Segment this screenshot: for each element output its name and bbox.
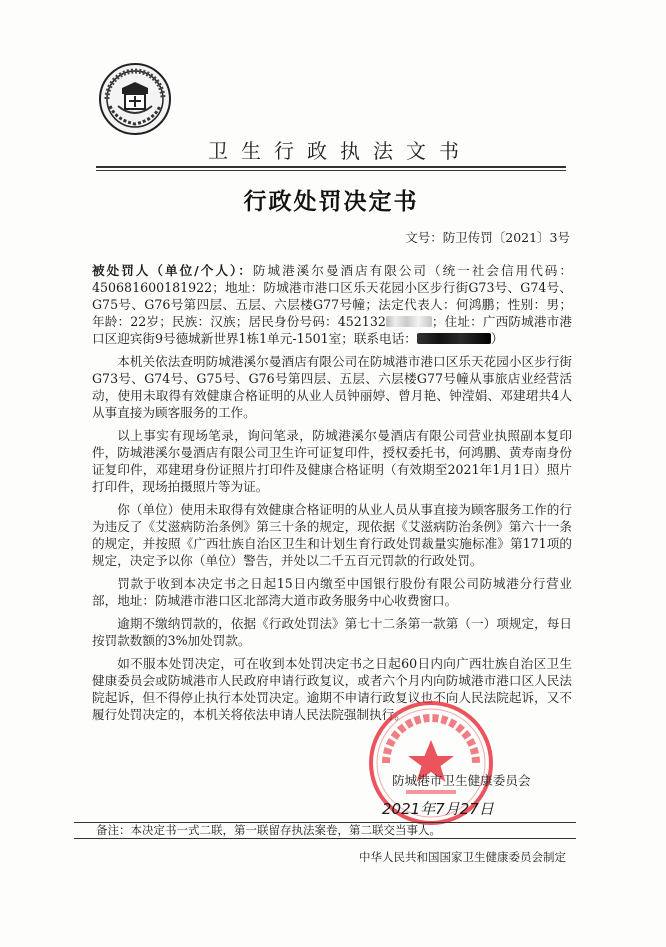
document-type-heading: 卫生行政执法文书	[208, 139, 472, 163]
redacted-phone	[417, 333, 491, 344]
document-body	[92, 262, 572, 729]
document-number: 文号：防卫传罚〔2021〕3号	[405, 230, 570, 245]
header-divider	[96, 166, 566, 168]
party-text-2: ；住址：广西防城港市港口区迎宾街9号德城新世界1栋1单元-1501室；联系电话：	[92, 314, 573, 346]
issuing-organization: 防城港市卫生健康委员会	[392, 773, 531, 788]
violation-paragraph: 你（单位）使用未取得有效健康合格证明的从业人员从事直接为顾客服务工作的行为违反了《艾滋病防治条例》第三十条的规定，现依据《艾滋病防治条例》第六十一条的规定，并按照《广西壮族自治区卫生和计划生育行政处罚裁量实施标准》第171项的规定，决定予以你（单位）警告，并处以二千五百元罚款的行政处罚。	[92, 502, 572, 568]
health-administration-emblem-icon	[98, 62, 172, 136]
payment-paragraph: 罚款于收到本决定书之日起15日内缴至中国银行股份有限公司防城港分行营业部，地址：防城港市港口区北部湾大道市政务服务中心收费窗口。	[92, 576, 572, 608]
signing-date: 2021年7月27日	[382, 800, 494, 818]
footer-note: 备注：本决定书一式二联，第一联留存执法案卷，第二联交当事人。	[96, 823, 441, 837]
document-title: 行政处罚决定书	[243, 189, 419, 215]
party-label: 被处罚人（单位/个人）：	[92, 263, 253, 278]
form-maker: 中华人民共和国国家卫生健康委员会制定	[359, 850, 566, 864]
redacted-id	[386, 316, 432, 327]
party-text-3: ）	[490, 331, 504, 346]
header-divider-thin	[96, 170, 566, 171]
party-paragraph	[92, 262, 572, 347]
note-divider-bottom	[74, 838, 576, 839]
late-fee-paragraph: 逾期不缴纳罚款的，依据《行政处罚法》第七十二条第一款第（一）项规定，每日按罚款数额的3%加处罚款。	[92, 616, 572, 648]
appeal-paragraph: 如不服本处罚决定，可在收到本处罚决定书之日起60日内向广西壮族自治区卫生健康委员会或防城港市人民政府申请行政复议，或者六个月内向防城港市港口区人民法院起诉，但不得停止执行本处罚决定。逾期不申请行政复议也不向人民法院起诉，又不履行处罚决定的，本机关将依法申请人民法院强制执行。	[92, 656, 572, 722]
evidence-paragraph: 以上事实有现场笔录，询问笔录，防城港溪尔曼酒店有限公司营业执照副本复印件，防城港溪尔曼酒店有限公司卫生许可证复印件，授权委托书，何鸿鹏、黄寿南身份证复印件，邓建珺身份证照片打印件及健康合格证明（有效期至2021年1月1日）照片打印件，现场拍摄照片等为证。	[92, 428, 572, 494]
facts-paragraph: 本机关依法查明防城港溪尔曼酒店有限公司在防城港市港口区乐天花园小区步行街G73号、G74号、G75号、G76号第四层、五层、六层楼G77号幢从事旅店业经营活动，使用未取得有效健康合格证明的从业人员钟丽婷、曾月艳、钟滢娟、邓建珺共4人从事直接为顾客服务的工作。	[92, 354, 572, 420]
party-text-1: 防城港溪尔曼酒店有限公司（统一社会信用代码：450681600181922；地址：防城港市港口区乐天花园小区步行街G73号、G74号、G75号、G76号第四层、五层、六层楼G77号幢；法定代表人：何鸿鹏；性别：男；年龄：22岁；民族：汉族；居民身份号码：452132	[92, 263, 572, 329]
